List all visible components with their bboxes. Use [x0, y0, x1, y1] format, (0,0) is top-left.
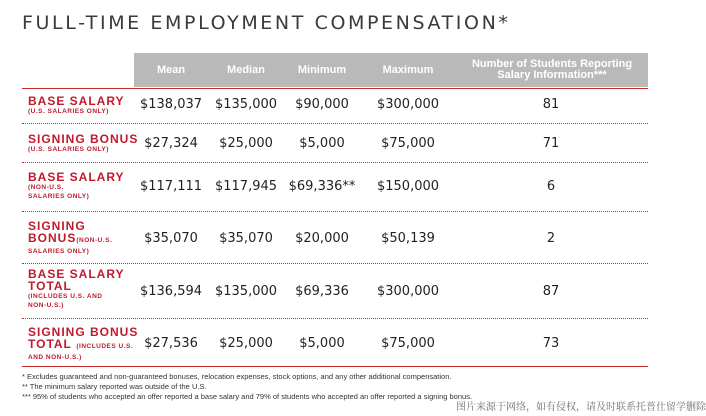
- cell-count: 2: [546, 231, 556, 246]
- row-label-title-2: TOTAL: [28, 337, 72, 351]
- cell-median: $135,000: [214, 284, 278, 299]
- cell-maximum: $300,000: [376, 97, 440, 112]
- row-label-sub: SALARIES ONLY): [28, 193, 90, 200]
- row-label-signing-bonus-total: [28, 326, 138, 362]
- cell-minimum: $20,000: [295, 231, 349, 246]
- header-student-count: [456, 53, 648, 87]
- row-label-title: SIGNING: [28, 219, 86, 233]
- row-label-title-2: TOTAL: [28, 279, 72, 293]
- row-label-signing-bonus-us: [28, 133, 138, 154]
- header-count-line2: Salary Information***: [497, 69, 607, 81]
- cell-count: 81: [542, 97, 560, 112]
- header-count-line1: Number of Students Reporting: [471, 58, 633, 70]
- row-label-sub: (INCLUDES U.S. AND: [28, 293, 103, 300]
- row-label-sub: (NON-U.S.: [76, 237, 113, 244]
- page-title: FULL-TIME EMPLOYMENT COMPENSATION*: [22, 12, 511, 34]
- footnote-2: ** The minimum salary reported was outside of the U.S.: [22, 382, 207, 391]
- row-label-title: BASE SALARY: [28, 94, 125, 108]
- row-divider: [22, 123, 648, 124]
- row-label-title: BASE SALARY: [28, 170, 125, 184]
- header-median: Median: [227, 63, 265, 76]
- cell-minimum: $90,000: [295, 97, 349, 112]
- row-label-title: SIGNING BONUS: [28, 132, 139, 146]
- row-label-signing-bonus-non-us: [28, 220, 112, 256]
- cell-minimum: $5,000: [299, 136, 345, 151]
- cell-median: $35,070: [219, 231, 273, 246]
- table-bottom-rule: [22, 366, 648, 367]
- footnote-3: *** 95% of students who accepted an offer reported a base salary and 79% of students who accepted an offer reported a signing bonus.: [22, 392, 473, 401]
- cell-maximum: $300,000: [376, 284, 440, 299]
- row-label-base-salary-total: [28, 268, 125, 310]
- cell-median: $135,000: [214, 97, 278, 112]
- row-divider: [22, 318, 648, 319]
- row-divider: [22, 162, 648, 163]
- cell-mean: $117,111: [139, 179, 203, 194]
- cell-maximum: $75,000: [381, 336, 435, 351]
- cell-count: 6: [546, 179, 556, 194]
- row-divider: [22, 211, 648, 212]
- cell-minimum: $69,336**: [288, 179, 356, 194]
- cell-maximum: $75,000: [381, 136, 435, 151]
- cell-count: 87: [542, 284, 560, 299]
- row-label-sub: AND NON-U.S.): [28, 354, 82, 361]
- cell-mean: $27,536: [144, 336, 198, 351]
- row-label-sub: (NON-U.S.: [28, 184, 64, 191]
- footnote-1: * Excludes guaranteed and non-guaranteed bonuses, relocation expenses, stock options, and any other additional compensation.: [22, 372, 452, 381]
- row-label-title: SIGNING BONUS: [28, 325, 139, 339]
- cell-mean: $27,324: [144, 136, 198, 151]
- cell-maximum: $150,000: [376, 179, 440, 194]
- cell-count: 71: [542, 136, 560, 151]
- row-label-base-salary-us: [28, 95, 125, 116]
- cell-median: $117,945: [214, 179, 278, 194]
- cell-median: $25,000: [219, 136, 273, 151]
- cell-mean: $35,070: [144, 231, 198, 246]
- row-label-title: BASE SALARY: [28, 267, 125, 281]
- row-divider: [22, 263, 648, 264]
- cell-maximum: $50,139: [381, 231, 435, 246]
- cell-minimum: $5,000: [299, 336, 345, 351]
- row-label-base-salary-non-us: [28, 171, 125, 201]
- row-label-sub: (U.S. SALARIES ONLY): [28, 108, 109, 115]
- table-top-rule: [22, 88, 648, 89]
- cell-median: $25,000: [219, 336, 273, 351]
- cell-count: 73: [542, 336, 560, 351]
- cell-mean: $136,594: [139, 284, 203, 299]
- cell-mean: $138,037: [139, 97, 203, 112]
- watermark-text: 图片来源于网络，如有侵权，请及时联系托普仕留学删除: [456, 402, 706, 413]
- row-label-sub: (INCLUDES U.S.: [76, 343, 134, 350]
- header-maximum: Maximum: [382, 63, 434, 76]
- header-mean: Mean: [156, 63, 186, 76]
- row-label-sub: SALARIES ONLY): [28, 248, 90, 255]
- row-label-title-2: BONUS: [28, 231, 77, 245]
- row-label-sub: NON-U.S.): [28, 302, 64, 309]
- row-label-sub: (U.S. SALARIES ONLY): [28, 146, 109, 153]
- header-minimum: Minimum: [297, 63, 347, 76]
- cell-minimum: $69,336: [295, 284, 349, 299]
